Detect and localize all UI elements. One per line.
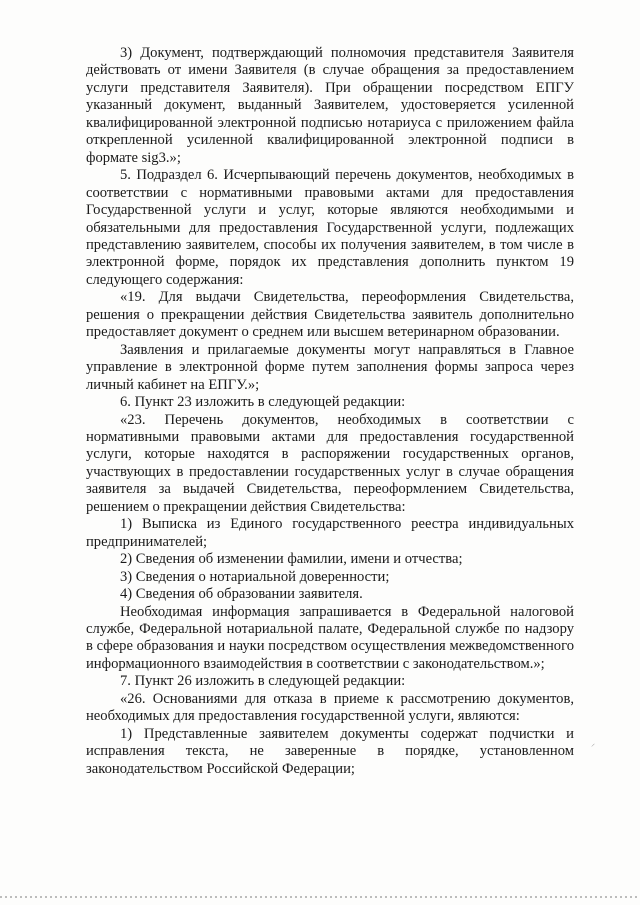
paragraph-clause-19: «19. Для выдачи Свидетельства, переоформления Свидетельства, решения о прекращении действия Свидетельства заявитель дополнительно предоставляет документ о среднем или высшем ветеринарном образовании. — [86, 289, 574, 341]
list-item-2-name-change: 2) Сведения об изменении фамилии, имени и отчества; — [120, 551, 463, 568]
list-item-1-corrections: 1) Представленные заявителем документы содержат подчистки и исправления текста, не заверенные в порядке, установленном законодательством Российской Федерации; — [86, 725, 574, 777]
list-item-4-education-info: 4) Сведения об образовании заявителя. — [120, 586, 363, 603]
list-item-1-egrip-extract: 1) Выписка из Единого государственного реестра индивидуальных предпринимателей; — [86, 516, 574, 550]
paragraph-clause-26: «26. Основаниями для отказа в приеме к рассмотрению документов, необходимых для предоставления государственной услуги, являются: — [86, 690, 574, 725]
scan-bottom-edge — [0, 896, 640, 898]
paragraph-point-7-heading: 7. Пункт 26 изложить в следующей редакции: — [120, 673, 406, 690]
paragraph-point-6-heading: 6. Пункт 23 изложить в следующей редакции: — [120, 394, 406, 411]
paragraph-applications-electronic: Заявления и прилагаемые документы могут направляться в Главное управление в электронной форме путем заполнения формы запроса через личный кабинет на ЕПГУ.»; — [86, 341, 574, 393]
paragraph-item-3-representative-document: 3) Документ, подтверждающий полномочия представителя Заявителя действовать от имени Заявителя (в случае обращения за предоставлением услуги представителя Заявителя). При обращении посредством ЕПГУ указанный документ, выданный Заявителем, удостоверяется усиленной квалифицированной электронной подписью нотариуса с приложением файла открепленной усиленной квалифицированной электронной подписи в формате sig3.»; — [86, 45, 574, 166]
list-item-3-notarial-power: 3) Сведения о нотариальной доверенности; — [120, 568, 390, 585]
margin-scan-mark: ⸝ — [591, 739, 595, 748]
document-body — [86, 45, 574, 778]
paragraph-point-5-subsection-6: 5. Подраздел 6. Исчерпывающий перечень документов, необходимых в соответствии с нормативными правовыми актами для предоставления Государственной услуги и услуг, которые являются необходимыми и обязательными для предоставления Государственной услуги, подлежащих представлению заявителем, способы их получения заявителем, в том числе в электронной форме, порядок их представления дополнить пунктом 19 следующего содержания: — [86, 167, 574, 288]
paragraph-interagency-request: Необходимая информация запрашивается в Федеральной налоговой службе, Федеральной нотариальной палате, Федеральной службе по надзору в сфере образования и науки посредством осуществления межведомственного информационного взаимодействия в соответствии с законодательством.»; — [86, 603, 574, 672]
paragraph-clause-23: «23. Перечень документов, необходимых в соответствии с нормативными правовыми актами для предоставления государственной услуги, которые находятся в распоряжении государственных органов, участвующих в предоставлении государственных услуг в случае обращения заявителя за выдачей Свидетельства, переоформлением Свидетельства, решением о прекращении действия Свидетельства: — [86, 411, 574, 515]
